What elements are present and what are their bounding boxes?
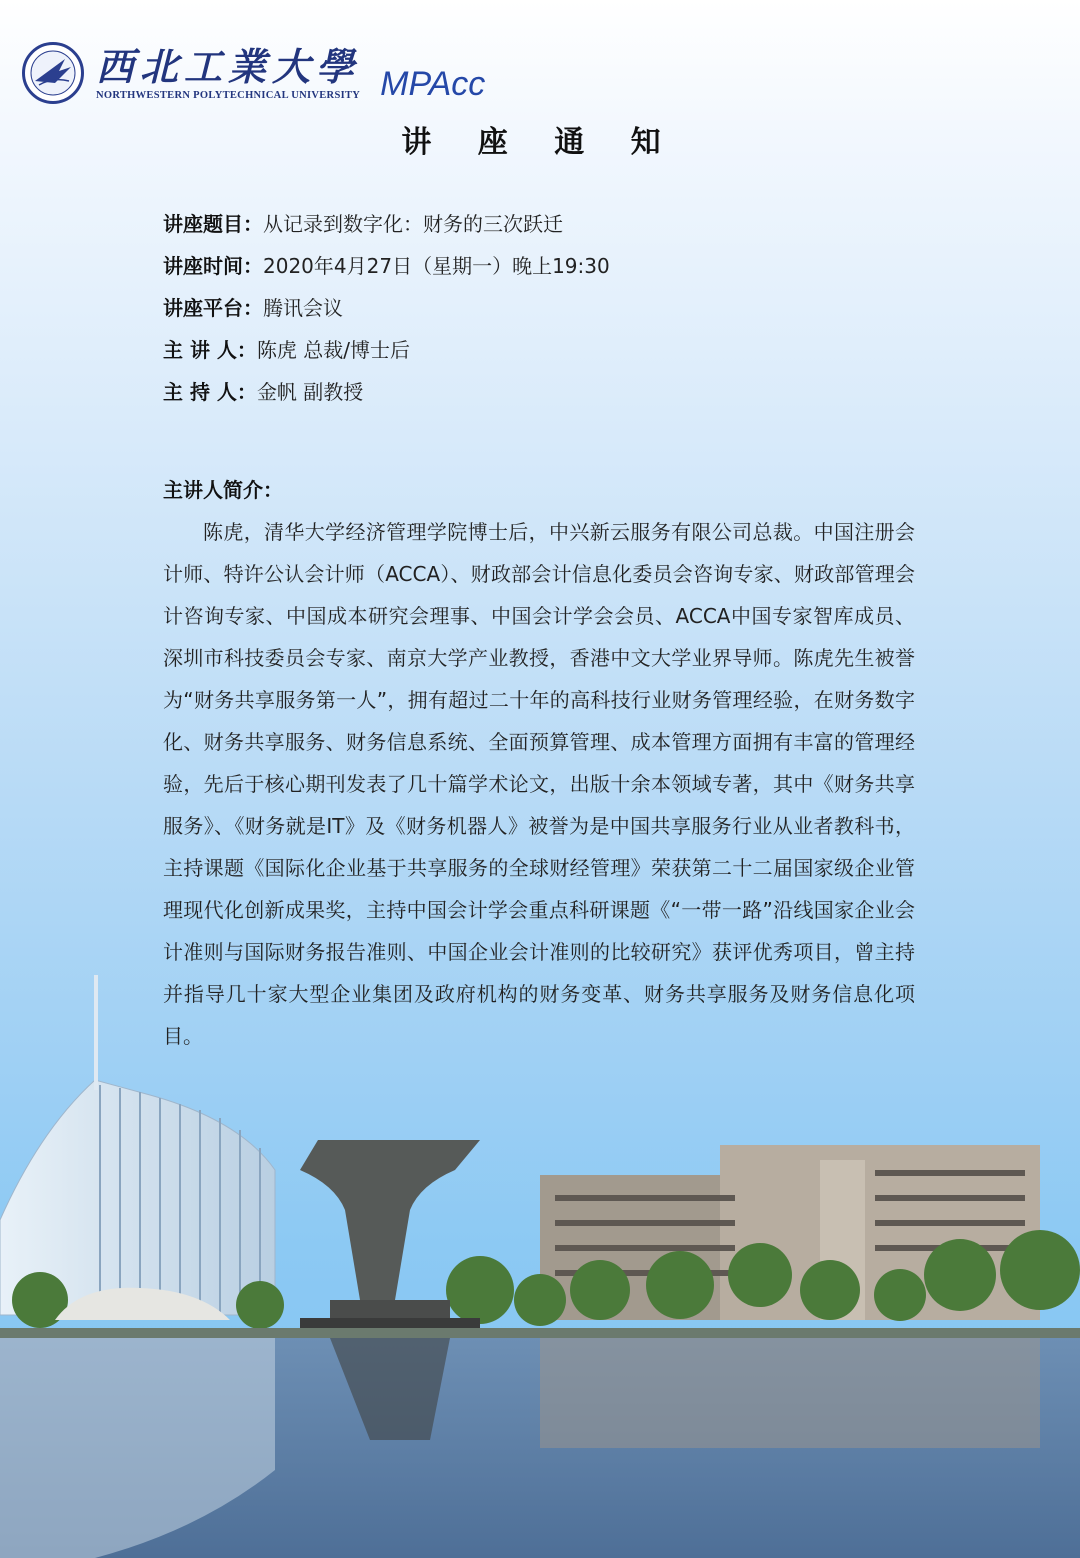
info-value: 2020年4月27日（星期一）晚上19:30: [263, 254, 610, 278]
university-name-cn: 西北工業大學: [96, 43, 361, 89]
info-value: 腾讯会议: [263, 296, 343, 320]
page-title: 讲 座 通 知: [401, 125, 679, 160]
info-label: 讲座平台：: [163, 296, 263, 320]
info-row-platform: [163, 287, 923, 329]
info-value: 从记录到数字化：财务的三次跃迁: [263, 212, 563, 236]
info-value: 陈虎 总裁/博士后: [256, 338, 411, 362]
info-value: 金帆 副教授: [256, 380, 364, 404]
bio-heading: 主讲人简介：: [163, 478, 283, 502]
info-label: 讲座题目：: [163, 212, 263, 236]
info-row-host: [163, 371, 923, 413]
campus-photo: [0, 970, 1080, 1558]
info-row-topic: [163, 203, 923, 245]
university-name: [96, 43, 361, 101]
info-row-speaker: [163, 329, 923, 371]
program-name: MPAcc: [380, 64, 486, 103]
university-emblem-icon: [22, 42, 84, 104]
info-label: 主 讲 人：: [163, 338, 257, 362]
lecture-info: [163, 203, 923, 413]
bio-text: 陈虎，清华大学经济管理学院博士后，中兴新云服务有限公司总裁。中国注册会计师、特许公认会计师（ACCA）、财政部会计信息化委员会咨询专家、财政部管理会计咨询专家、中国成本研究会理事、中国会计学会会员、ACCA中国专家智库成员、深圳市科技委员会专家、南京大学产业教授，香港中文大学业界导师。陈虎先生被誉为“财务共享服务第一人”，拥有超过二十年的高科技行业财务管理经验，在财务数字化、财务共享服务、财务信息系统、全面预算管理、成本管理方面拥有丰富的管理经验，先后于核心期刊发表了几十篇学术论文，出版十余本领域专著，其中《财务共享服务》、《财务就是IT》及《财务机器人》被誉为是中国共享服务行业从业者教科书，主持课题《国际化企业基于共享服务的全球财经管理》荣获第二十二届国家级企业管理现代化创新成果奖，主持中国会计学会重点科研课题《“一带一路”沿线国家企业会计准则与国际财务报告准则、中国企业会计准则的比较研究》获评优秀项目，曾主持并指导几十家大型企业集团及政府机构的财务变革、财务共享服务及财务信息化项目。: [163, 520, 915, 1048]
header: [22, 38, 485, 108]
university-name-en: NORTHWESTERN POLYTECHNICAL UNIVERSITY: [96, 89, 361, 101]
info-label: 讲座时间：: [163, 254, 263, 278]
info-label: 主 持 人：: [163, 380, 257, 404]
info-row-time: [163, 245, 923, 287]
